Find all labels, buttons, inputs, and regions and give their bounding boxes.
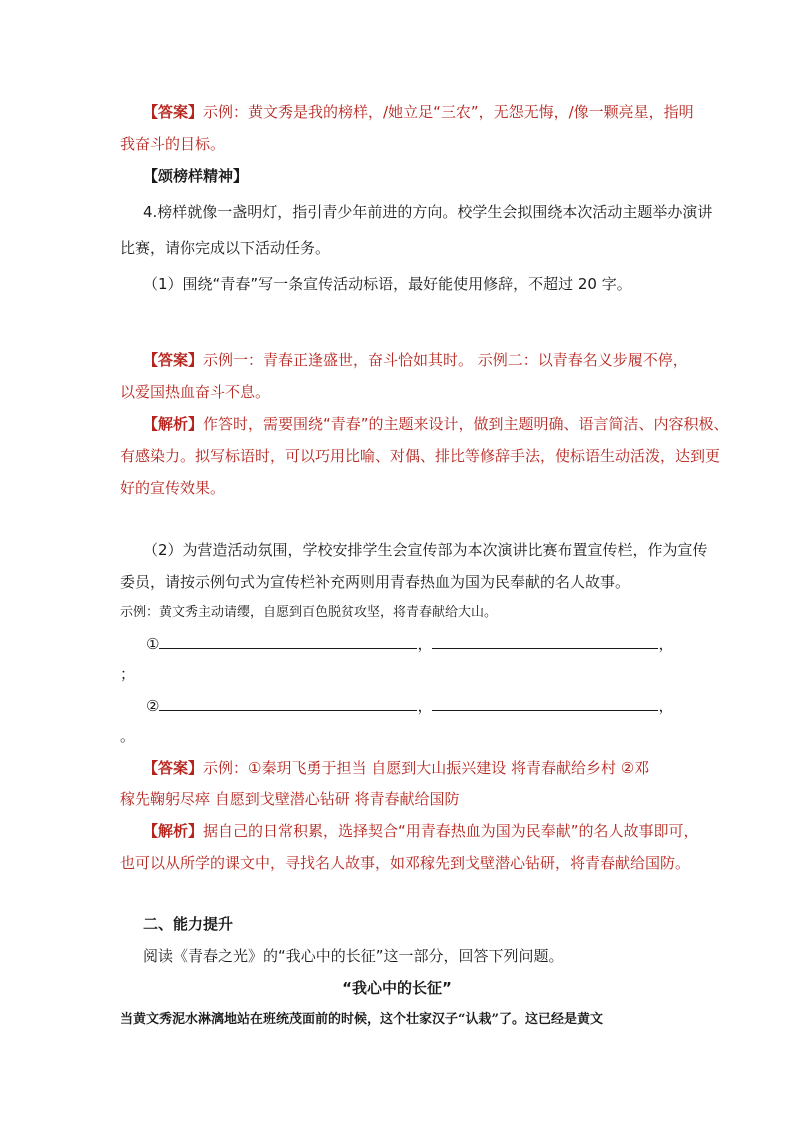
sub-question-2: （2）为营造活动氛围，学校安排学生会宣传部为本次演讲比赛布置宣传栏，作为宣传 [143,541,708,559]
analysis-tag: 【解析】 [143,822,204,840]
blank-row-end: 。 [120,727,136,745]
analysis-text-continued: 也可以从所学的课文中，寻找名人故事，如邓稼先到戈壁潜心钻研，将青春献给国防。 [120,854,691,872]
blank-comma: ， [417,697,433,715]
blank-line[interactable] [432,634,658,649]
blank-comma: ， [417,635,433,653]
answer-text-continued: 以爱国热血奋斗不息。 [120,383,271,401]
analysis-tag: 【解析】 [143,415,204,433]
sub-question-2-continued: 委员，请按示例句式为宣传栏补充两则用青春热血为国为民奉献的名人故事。 [120,573,631,591]
blank-line[interactable] [159,696,417,711]
question-text-continued: 比赛，请你完成以下活动任务。 [120,239,331,257]
answer-tag: 【答案】 [143,759,204,777]
analysis-text-continued: 有感染力。拟写标语时，可以巧用比喻、对偶、排比等修辞手法，使标语生动活泼，达到更 [120,447,721,465]
answer-text: 示例一：青春正逢盛世，奋斗恰如其时。 示例二：以青春名义步履不停， [203,351,688,369]
analysis-text-continued: 好的宣传效果。 [120,479,226,497]
blank-line[interactable] [432,696,658,711]
answer-text: 示例：①秦玥飞勇于担当 自愿到大山振兴建设 将青春献给乡村 ②邓 [203,759,650,777]
example-sentence: 示例：黄文秀主动请缨，自愿到百色脱贫攻坚，将青春献给大山。 [120,605,498,620]
analysis-text: 作答时，需要围绕“青春”的主题来设计，做到主题明确、语言简洁、内容积极、 [203,415,729,433]
answer-line [143,102,694,122]
sub-question-1: （1）围绕“青春”写一条宣传活动标语，最好能使用修辞，不超过 20 字。 [143,275,632,293]
blank-row-end: ； [120,665,136,683]
analysis-text: 据自己的日常积累，选择契合“用青春热血为国为民奉献”的名人故事即可， [203,822,699,840]
answer-text: 示例：黄文秀是我的榜样，/她立足“三农”，无怨无悔，/像一颗亮星，指明 [203,103,694,121]
analysis-line [143,821,699,841]
answer-tag: 【答案】 [143,351,204,369]
answer-text-continued: 稼先鞠躬尽瘁 自愿到戈壁潜心钻研 将青春献给国防 [120,790,460,808]
blank-line[interactable] [159,634,417,649]
blank-comma: ， [658,697,674,715]
fill-blank-row-2 [146,696,673,716]
section-heading: 【颂榜样精神】 [143,167,249,185]
answer-line [143,350,688,370]
blank-marker: ① [146,635,160,653]
blank-comma: ， [658,635,674,653]
answer-tag: 【答案】 [143,103,204,121]
answer-text-continued: 我奋斗的目标。 [120,135,226,153]
blank-marker: ② [146,697,160,715]
passage-title: “我心中的长征” [342,979,452,997]
question-text: 4.榜样就像一盏明灯，指引青少年前进的方向。校学生会拟围绕本次活动主题举办演讲 [143,203,713,221]
passage-text: 当黄文秀泥水淋漓地站在班统茂面前的时候，这个壮家汉子“认栽”了。这已经是黄文 [120,1012,603,1027]
section-heading: 二、能力提升 [143,915,234,933]
answer-line [143,758,649,778]
analysis-line [143,414,729,434]
reading-instruction: 阅读《青春之光》的“我心中的长征”这一部分，回答下列问题。 [143,947,564,965]
fill-blank-row-1 [146,634,673,654]
